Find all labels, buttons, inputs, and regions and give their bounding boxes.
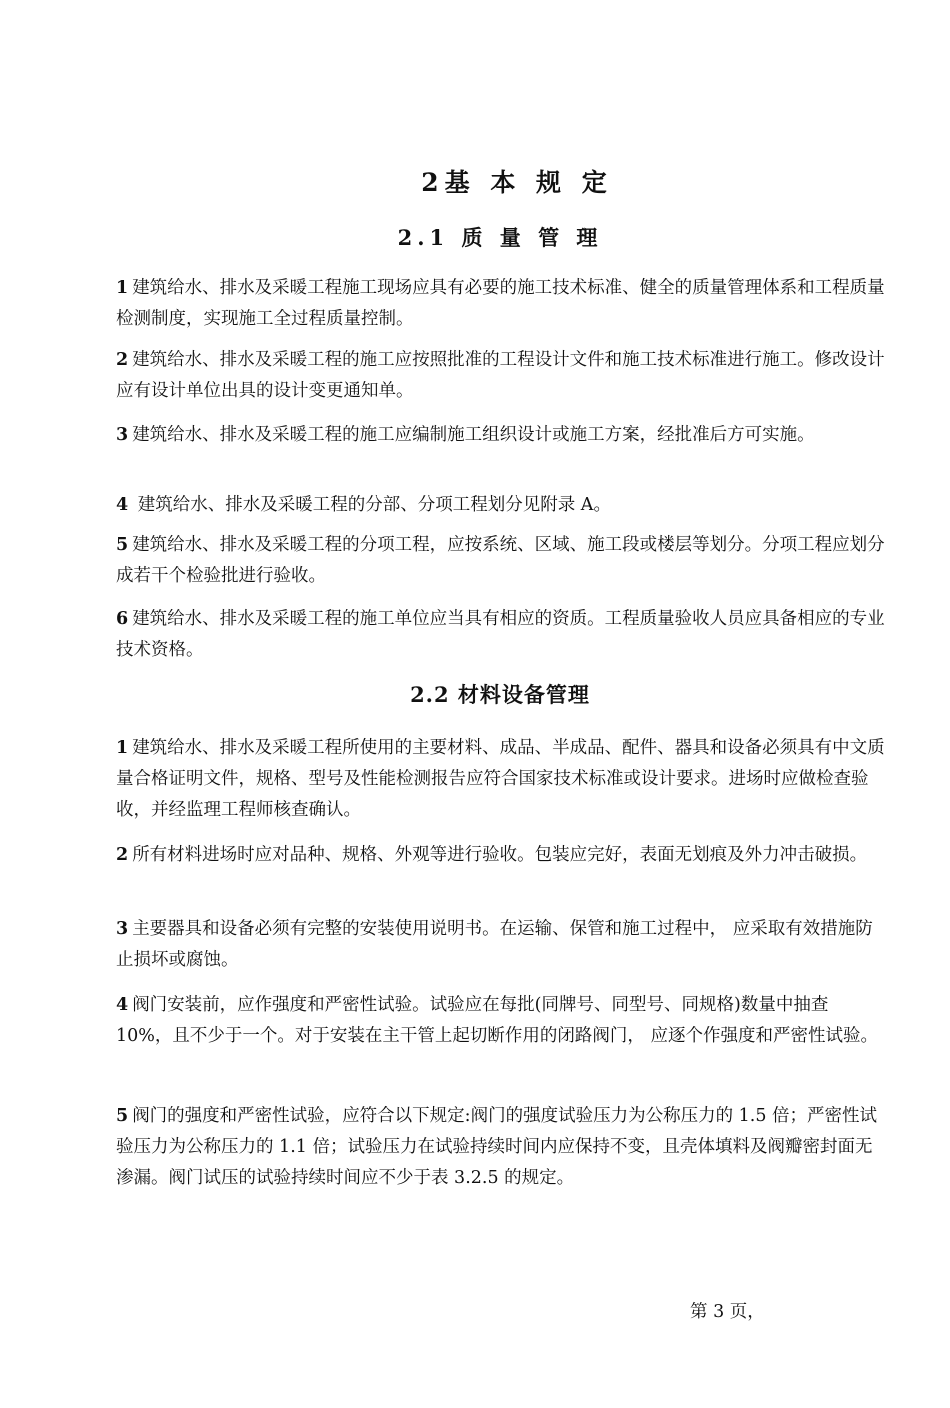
clause-number: 5 [116,535,129,555]
section-title-material-equipment: 2.2 材料设备管理 [410,682,590,707]
clause-text: 建筑给水、排水及采暖工程的施工应按照批准的工程设计文件和施工技术标准进行施工。修改设计应有设计单位出具的设计变更通知单。 [116,350,885,401]
clause-number: 1 [116,278,129,298]
clause-number: 4 [116,995,129,1015]
quality-clause-2 [116,345,886,407]
clause-text: 阀门安装前，应作强度和严密性试验。试验应在每批(同牌号、同型号、同规格)数量中抽查 10%，且不少于一个。对于安装在主干管上起切断作用的闭路阀门， 应逐个作强度和严密性试验。 [116,995,878,1046]
material-clause-4 [116,990,886,1052]
quality-clause-6 [116,604,886,666]
clause-number: 2 [116,350,129,370]
page-number: 第 3 页， [690,1302,765,1322]
clause-number: 1 [116,738,129,758]
clause-text: 主要器具和设备必须有完整的安装使用说明书。在运输、保管和施工过程中， 应采取有效措施防止损坏或腐蚀。 [116,919,873,970]
clause-text: 建筑给水、排水及采暖工程的施工单位应当具有相应的资质。工程质量验收人员应具备相应的专业技术资格。 [116,609,885,660]
clause-text: 阀门的强度和严密性试验，应符合以下规定:阀门的强度试验压力为公称压力的 1.5 倍；严密性试验压力为公称压力的 1.1 倍；试验压力在试验持续时间内应保持不变，且壳体填料及阀瓣密封面无渗漏。阀门试压的试验持续时间应不少于表 3.2.5 的规定。 [116,1106,878,1188]
quality-clause-5 [116,530,886,592]
clause-number: 4 [116,495,129,515]
material-clause-3 [116,914,886,976]
section-title-quality-management: 2.1 质 量 管 理 [397,225,603,250]
clause-number: 3 [116,425,129,445]
clause-number: 5 [116,1106,129,1126]
material-clause-5 [116,1101,886,1194]
material-clause-2 [116,840,886,871]
clause-text: 建筑给水、排水及采暖工程的分部、分项工程划分见附录 A。 [132,495,611,515]
clause-number: 6 [116,609,129,629]
quality-clause-1 [116,273,886,335]
clause-text: 建筑给水、排水及采暖工程的施工应编制施工组织设计或施工方案，经批准后方可实施。 [132,425,815,445]
clause-text: 建筑给水、排水及采暖工程的分项工程，应按系统、区域、施工段或楼层等划分。分项工程应划分成若干个检验批进行验收。 [116,535,885,586]
material-clause-1 [116,733,886,826]
chapter-title: 2基 本 规 定 [421,168,613,197]
clause-text: 所有材料进场时应对品种、规格、外观等进行验收。包装应完好，表面无划痕及外力冲击破损。 [132,845,868,865]
clause-text: 建筑给水、排水及采暖工程施工现场应具有必要的施工技术标准、健全的质量管理体系和工程质量检测制度，实现施工全过程质量控制。 [116,278,885,329]
quality-clause-3 [116,420,886,451]
clause-text: 建筑给水、排水及采暖工程所使用的主要材料、成品、半成品、配件、器具和设备必须具有中文质量合格证明文件，规格、型号及性能检测报告应符合国家技术标准或设计要求。进场时应做检查验收，并经监理工程师核查确认。 [116,738,885,820]
clause-number: 3 [116,919,129,939]
clause-number: 2 [116,845,129,865]
quality-clause-4 [116,490,886,521]
